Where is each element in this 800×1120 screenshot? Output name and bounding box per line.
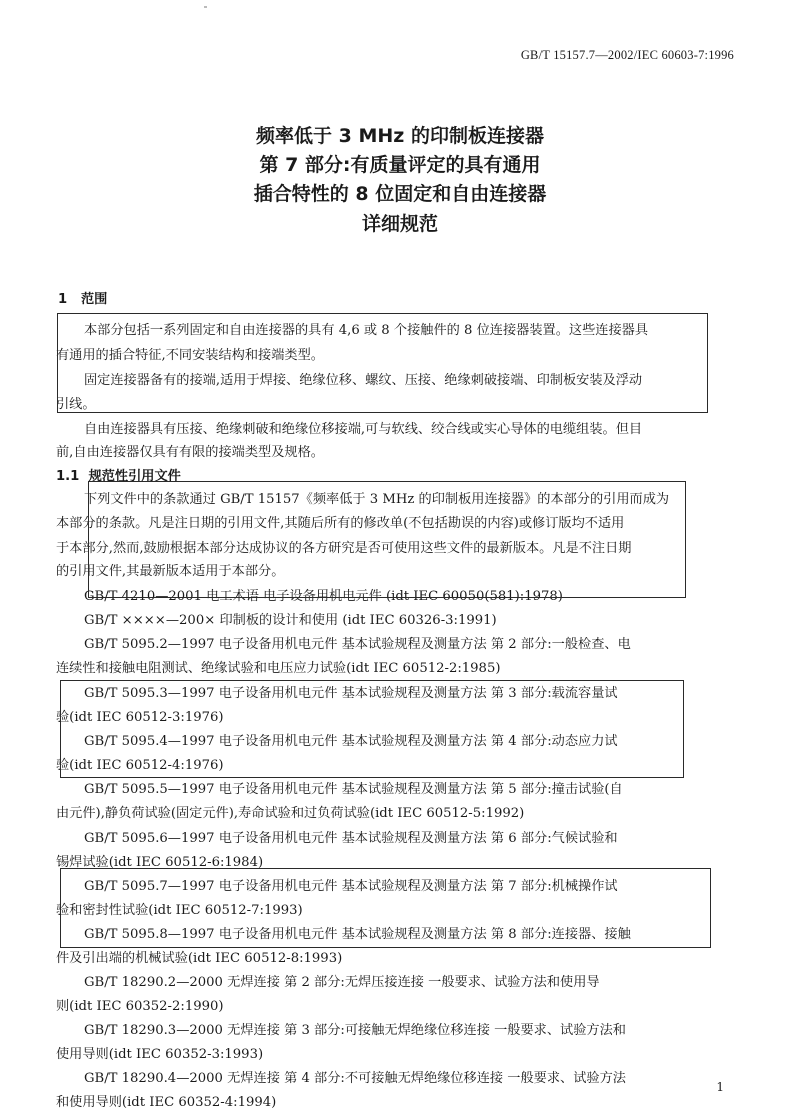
reference-line: GB/T 18290.4—2000 无焊连接 第 4 部分:不可接触无焊绝缘位移连接 一般要求、试验方法 — [84, 1071, 626, 1086]
intro-line: 于本部分,然而,鼓励根据本部分达成协议的各方研究是否可使用这些文件的最新版本。凡是不注日期 — [56, 541, 632, 556]
section-title: 范围 — [80, 292, 108, 307]
scope-line: 引线。 — [56, 397, 96, 412]
reference-line: GB/T 5095.3—1997 电子设备用机电元件 基本试验规程及测量方法 第 3 部分:载流容量试 — [84, 686, 618, 701]
title-line-1: 频率低于 3 MHz 的印制板连接器 — [256, 125, 544, 147]
reference-line: GB/T 5095.8—1997 电子设备用机电元件 基本试验规程及测量方法 第 8 部分:连接器、接触 — [84, 927, 631, 942]
reference-line: 则(idt IEC 60352-2:1990) — [56, 999, 224, 1014]
section-1-heading — [58, 291, 107, 309]
reference-line: 验(idt IEC 60512-3:1976) — [56, 710, 224, 725]
title-line-3: 插合特性的 8 位固定和自由连接器 — [253, 183, 547, 205]
section-number: 1 — [58, 292, 68, 307]
reference-line: GB/T 5095.5—1997 电子设备用机电元件 基本试验规程及测量方法 第 5 部分:撞击试验(自 — [84, 782, 623, 797]
reference-line: GB/T 4210—2001 电工术语 电子设备用机电元件 (idt IEC 60050(581):1978) — [84, 589, 563, 604]
reference-line: 连续性和接触电阻测试、绝缘试验和电压应力试验(idt IEC 60512-2:1985) — [56, 661, 501, 676]
reference-line: 和使用导则(idt IEC 60352-4:1994) — [56, 1095, 277, 1110]
scope-line: 固定连接器备有的接端,适用于焊接、绝缘位移、螺纹、压接、绝缘刺破接端、印制板安装及浮动 — [84, 373, 643, 388]
intro-line: 的引用文件,其最新版本适用于本部分。 — [56, 564, 285, 579]
page-number: 1 — [716, 1080, 724, 1094]
reference-line: GB/T 5095.4—1997 电子设备用机电元件 基本试验规程及测量方法 第 4 部分:动态应力试 — [84, 734, 618, 749]
reference-line: 验和密封性试验(idt IEC 60512-7:1993) — [56, 903, 303, 918]
reference-line: GB/T 5095.6—1997 电子设备用机电元件 基本试验规程及测量方法 第 6 部分:气候试验和 — [84, 831, 618, 846]
intro-line: 本部分的条款。凡是注日期的引用文件,其随后所有的修改单(不包括勘误的内容)或修订版均不适用 — [56, 516, 625, 531]
reference-line: 件及引出端的机械试验(idt IEC 60512-8:1993) — [56, 951, 343, 966]
reference-line: GB/T 5095.2—1997 电子设备用机电元件 基本试验规程及测量方法 第 2 部分:一般检查、电 — [84, 637, 631, 652]
standard-code-header: GB/T 15157.7—2002/IEC 60603-7:1996 — [520, 48, 734, 62]
reference-line: GB/T 5095.7—1997 电子设备用机电元件 基本试验规程及测量方法 第 7 部分:机械操作试 — [84, 879, 618, 894]
intro-line: 下列文件中的条款通过 GB/T 15157《频率低于 3 MHz 的印制板用连接器》的本部分的引用而成为 — [84, 492, 670, 507]
scan-speck — [204, 6, 207, 8]
scope-line: 有通用的插合特征,不同安装结构和接端类型。 — [56, 348, 324, 363]
section-title: 规范性引用文件 — [88, 469, 181, 484]
reference-line: GB/T ××××—200× 印制板的设计和使用 (idt IEC 60326-3:1991) — [84, 613, 497, 628]
reference-line: 验(idt IEC 60512-4:1976) — [56, 758, 224, 773]
scope-line: 自由连接器具有压接、绝缘刺破和绝缘位移接端,可与软线、绞合线或实心导体的电缆组装。但目 — [84, 422, 643, 437]
reference-line: 使用导则(idt IEC 60352-3:1993) — [56, 1047, 264, 1062]
section-number: 1.1 — [56, 469, 80, 484]
scope-line: 本部分包括一系列固定和自由连接器的具有 4,6 或 8 个接触件的 8 位连接器装置。这些连接器具 — [84, 323, 649, 338]
title-line-2: 第 7 部分:有质量评定的具有通用 — [259, 154, 541, 176]
reference-line: 锡焊试验(idt IEC 60512-6:1984) — [56, 855, 264, 870]
reference-line: 由元件),静负荷试验(固定元件),寿命试验和过负荷试验(idt IEC 60512-5:1992) — [56, 806, 525, 821]
scope-line: 前,自由连接器仅具有有限的接端类型及规格。 — [56, 445, 324, 460]
title-line-4: 详细规范 — [361, 213, 438, 235]
reference-line: GB/T 18290.2—2000 无焊连接 第 2 部分:无焊压接连接 一般要求、试验方法和使用导 — [84, 975, 600, 990]
reference-line: GB/T 18290.3—2000 无焊连接 第 3 部分:可接触无焊绝缘位移连接 一般要求、试验方法和 — [84, 1023, 626, 1038]
section-1-1-heading — [56, 468, 181, 486]
